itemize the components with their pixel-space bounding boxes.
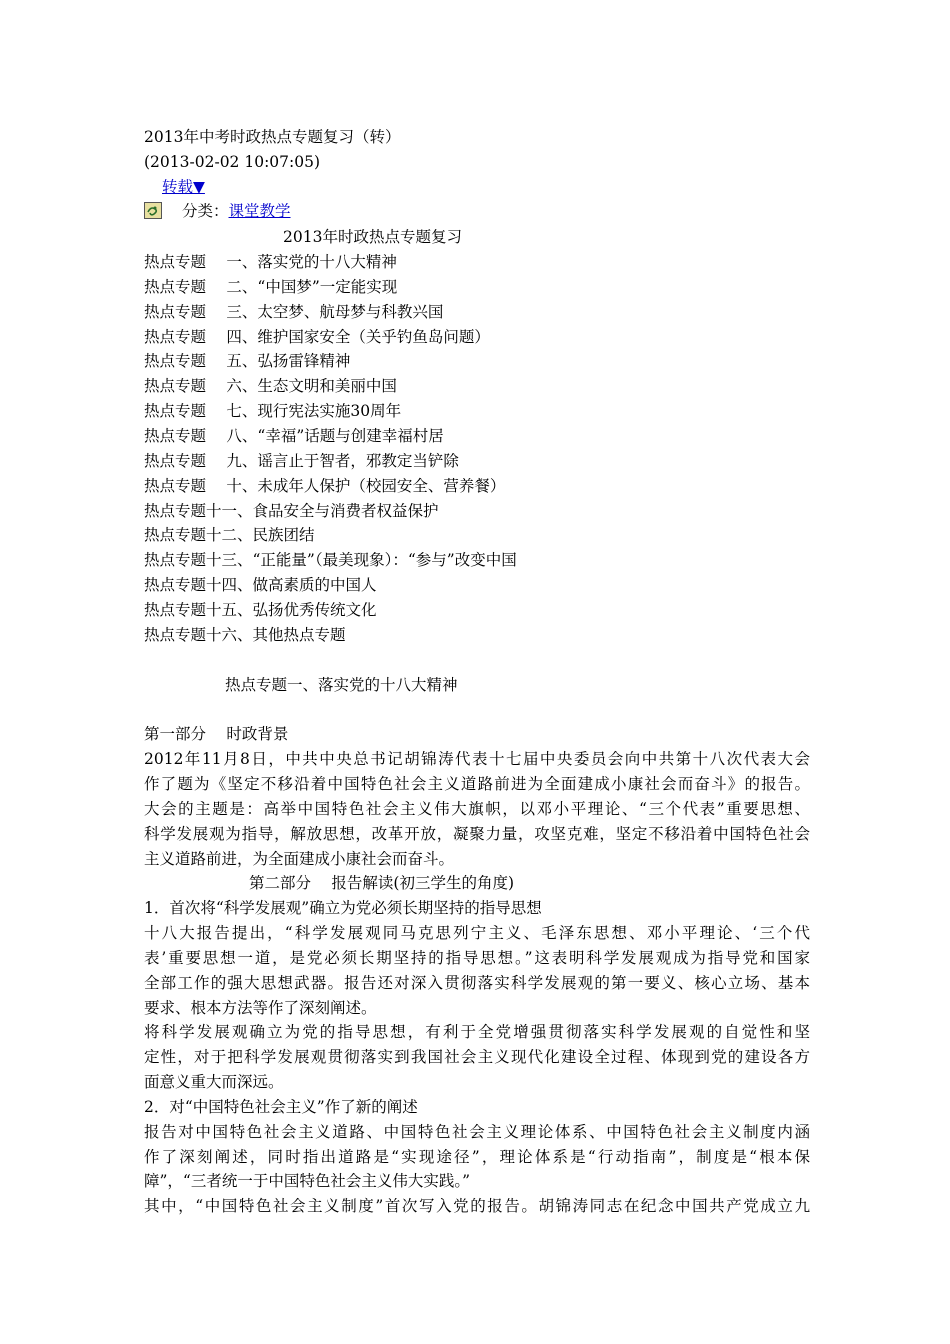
toc-item: 热点专题 四、维护国家安全（关乎钓鱼岛问题） — [144, 328, 490, 346]
toc-heading: 2013年时政热点专题复习 — [283, 228, 462, 246]
toc-item: 热点专题十一、食品安全与消费者权益保护 — [144, 502, 439, 520]
repost-link[interactable]: 转载▼ — [162, 178, 205, 196]
toc-item: 热点专题十四、做高素质的中国人 — [144, 576, 377, 594]
toc-item: 热点专题 三、太空梦、航母梦与科教兴国 — [144, 303, 444, 321]
toc-item: 热点专题 五、弘扬雷锋精神 — [144, 352, 351, 370]
toc-item: 热点专题十三、“正能量”（最美现象）：“参与”改变中国 — [144, 551, 517, 569]
toc-item: 热点专题 六、生态文明和美丽中国 — [144, 377, 397, 395]
paragraph-line: 障”，“三者统一于中国特色社会主义伟大实践。” — [144, 1172, 471, 1190]
item2-title: 2．对“中国特色社会主义”作了新的阐述 — [144, 1098, 418, 1116]
paragraph-line: 十八大报告提出，“科学发展观同马克思列宁主义、毛泽东思想、邓小平理论、‘三个代 — [144, 924, 810, 942]
category-row — [144, 199, 810, 224]
toc-item: 热点专题十五、弘扬优秀传统文化 — [144, 601, 377, 619]
paragraph-line: 作了深刻阐述，同时指出道路是“实现途径”，理论体系是“行动指南”，制度是“根本保 — [144, 1148, 810, 1166]
paragraph-line: 主义道路前进，为全面建成小康社会而奋斗。 — [144, 850, 455, 868]
paragraph-line: 全部工作的强大思想武器。报告还对深入贯彻落实科学发展观的第一要义、核心立场、基本 — [144, 974, 810, 992]
toc-item: 热点专题 七、现行宪法实施30周年 — [144, 402, 402, 420]
repost-row — [162, 175, 828, 200]
paragraph-line: 将科学发展观确立为党的指导思想，有利于全党增强贯彻落实科学发展观的自觉性和坚 — [144, 1023, 810, 1041]
toc-item: 热点专题 十、未成年人保护（校园安全、营养餐） — [144, 477, 506, 495]
paragraph-line: 面意义重大而深远。 — [144, 1073, 284, 1091]
paragraph-line: 作了题为《坚定不移沿着中国特色社会主义道路前进为全面建成小康社会而奋斗》的报告。 — [144, 775, 810, 793]
item1-title: 1．首次将“科学发展观”确立为党必须长期坚持的指导思想 — [144, 899, 542, 917]
category-label: 分类： — [182, 202, 229, 220]
part1-title: 第一部分 时政背景 — [144, 725, 289, 743]
toc-item: 热点专题十六、其他热点专题 — [144, 626, 346, 644]
article-datetime: (2013-02-02 10:07:05) — [144, 153, 321, 171]
paragraph-line: 报告对中国特色社会主义道路、中国特色社会主义理论体系、中国特色社会主义制度内涵 — [144, 1123, 810, 1141]
paragraph-line: 定性，对于把科学发展观贯彻落实到我国社会主义现代化建设全过程、体现到党的建设各方 — [144, 1048, 810, 1066]
section-heading: 热点专题一、落实党的十八大精神 — [225, 676, 458, 694]
article-title: 2013年中考时政热点专题复习（转） — [144, 128, 401, 146]
paragraph-line: 科学发展观为指导，解放思想，改革开放，凝聚力量，攻坚克难，坚定不移沿着中国特色社会 — [144, 825, 810, 843]
paragraph-line: 表’重要思想一道，是党必须长期坚持的指导思想。”这表明科学发展观成为指导党和国家 — [144, 949, 810, 967]
paragraph-line: 要求、根本方法等作了深刻阐述。 — [144, 999, 377, 1017]
paragraph-line: 其中，“中国特色社会主义制度”首次写入党的报告。胡锦涛同志在纪念中国共产党成立九 — [144, 1197, 810, 1215]
toc-item: 热点专题 九、谣言止于智者，邪教定当铲除 — [144, 452, 459, 470]
toc-item: 热点专题 二、“中国梦”一定能实现 — [144, 278, 398, 296]
toc-item: 热点专题十二、民族团结 — [144, 526, 315, 544]
toc-item: 热点专题 八、“幸福”话题与创建幸福村居 — [144, 427, 444, 445]
toc-item: 热点专题 一、落实党的十八大精神 — [144, 253, 397, 271]
paragraph-line: 2012年11月8日，中共中央总书记胡锦涛代表十七届中央委员会向中共第十八次代表大会 — [144, 750, 810, 768]
paragraph-line: 大会的主题是：高举中国特色社会主义伟大旗帜，以邓小平理论、“三个代表”重要思想、 — [144, 800, 810, 818]
part2-title: 第二部分 报告解读(初三学生的角度) — [249, 874, 515, 892]
category-icon — [144, 202, 162, 219]
category-link[interactable]: 课堂教学 — [228, 202, 291, 220]
